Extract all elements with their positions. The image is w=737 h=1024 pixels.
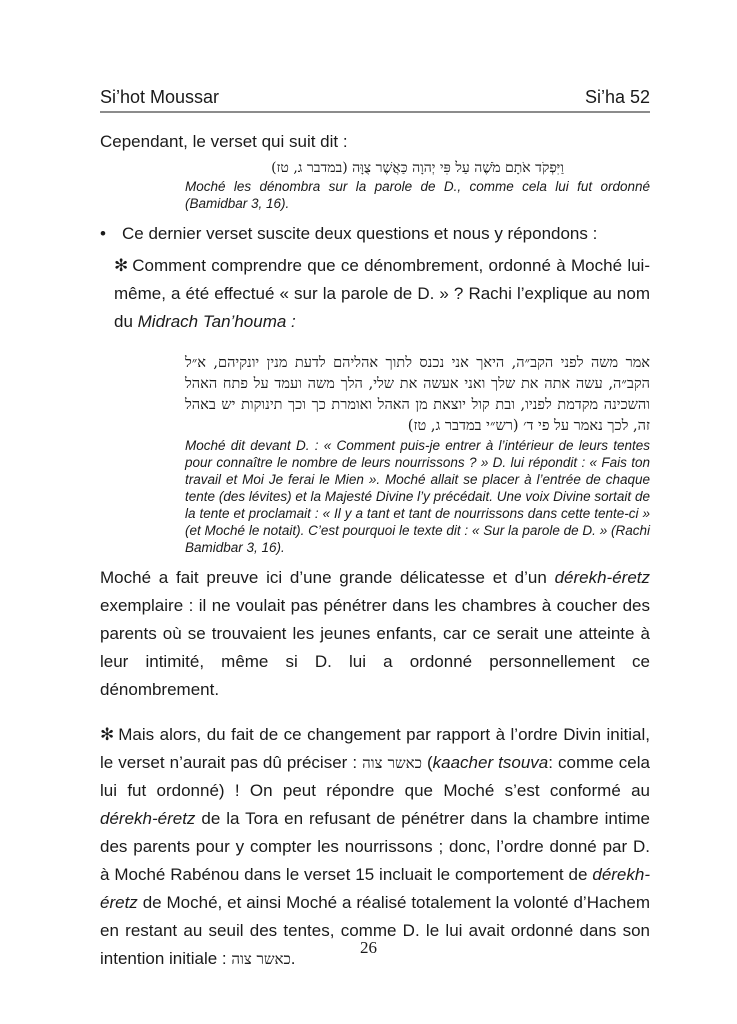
page-number: 26 [360,938,377,957]
rashi-translation: Moché dit devant D. : « Comment puis-je entrer à l’intérieur de leurs tentes pour connaître le nombre de leurs nourrissons ? » D. lui répondit : « Fais ton travail et Moi Je ferai le Mien ». Moché allait se placer à l’entrée de chaque tente (des lévites) et la Majesté Divine l’y précédait. Une voix Divine sortait de la tente et proclamait : « Il y a tant et tant de nourrissons dans cette tente-ci » (et Moché le notait). C’est pourquoi le texte dit : « Sur la parole de D. » (Rachi Bamidbar 3, 16). [185,438,650,555]
bullet-text: Ce dernier verset suscite deux questions et nous y répondons : [122,224,598,243]
bullet-item [100,220,650,248]
source-name: Midrach Tan’houma : [137,312,296,331]
term-derekh-eretz: dérekh-éretz [554,568,650,587]
verse-translation: Moché les dénombra sur la parole de D., comme cela lui fut ordonné (Bamidbar 3, 16). [185,179,650,211]
paragraph-derekh-eretz [100,564,650,704]
intro-text: Cependant, le verset qui suit dit : [100,132,348,151]
text: . [290,949,296,968]
asterisk-icon: ✻ [100,725,115,744]
page-body [100,128,650,990]
text: ( [421,753,433,772]
text: exemplaire : il ne voulait pas pénétrer dans les chambres à coucher des parents où se trouvaient les jeunes enfants, car ce serait une atteinte à leur intimité, même si D. lui a ordonné personnellement ce dénombrement. [100,596,650,699]
chapter-label: Si’ha 52 [584,87,650,107]
bullet-icon: • [100,224,106,243]
text: Moché a fait preuve ici d’une grande délicatesse et d’un [100,568,555,587]
text: Mais alors, du fait de ce changement par rapport à l’ordre Divin initial, le verset n’aurait pas dû préciser : [100,725,650,772]
verse-hebrew: וַיִּפְקֹד אֹתָם מֹשֶׁה עַל פִּי יְהוָה כַּאֲשֶׁר צֻוָּה (במדבר ג, טז) [271,160,564,176]
text: : comme cela lui fut ordonné) ! On peut répondre que Moché s’est conformé au [100,753,650,800]
question-1-text: Comment comprendre que ce dénombrement, ordonné à Moché lui-même, a été effectué « sur la parole de D. » ? Rachi l’explique au nom du [114,256,650,331]
asterisk-icon: ✻ [114,256,129,275]
term-derekh-eretz: dérekh-éretz [100,865,650,912]
term-derekh-eretz: dérekh-éretz [100,809,196,828]
hebrew-term: כאשר צוה [362,754,422,772]
book-title: Si’hot Moussar [100,87,220,107]
text: de la Tora en refusant de pénétrer dans la chambre intime des parents pour y compter les nourrissons ; donc, l’ordre donné par D. à Moché Rabénou dans le verset 15 incluait le comportement de [100,809,650,884]
rashi-quote [185,353,650,556]
verse-quote [185,158,650,212]
transliteration: kaacher tsouva [432,753,549,772]
rashi-hebrew: אמר משה לפני הקב״ה, היאך אני נכנס לתוך אהליהם לדעת מנין יונקיהם, א״ל הקב״ה, עשה אתה את שלך ואני אעשה את שלי, הלך משה ועמד על פתח האהל והשכינה מקדמת לפניו, ובת קול יוצאת מן האהל ואומרת כך וכך תינוקות יש באהל זה, לכך נאמר על פי ד׳ (רש״י במדבר ג, טז) [185,355,650,434]
question-2 [100,721,650,973]
running-header [100,80,650,113]
question-1 [114,252,650,336]
text: de Moché, et ainsi Moché a réalisé totalement la volonté d’Hachem en restant au seuil des tentes, comme D. le lui avait ordonné dans son intention initiale : [100,893,650,968]
hebrew-term: כאשר צוה [231,950,291,968]
